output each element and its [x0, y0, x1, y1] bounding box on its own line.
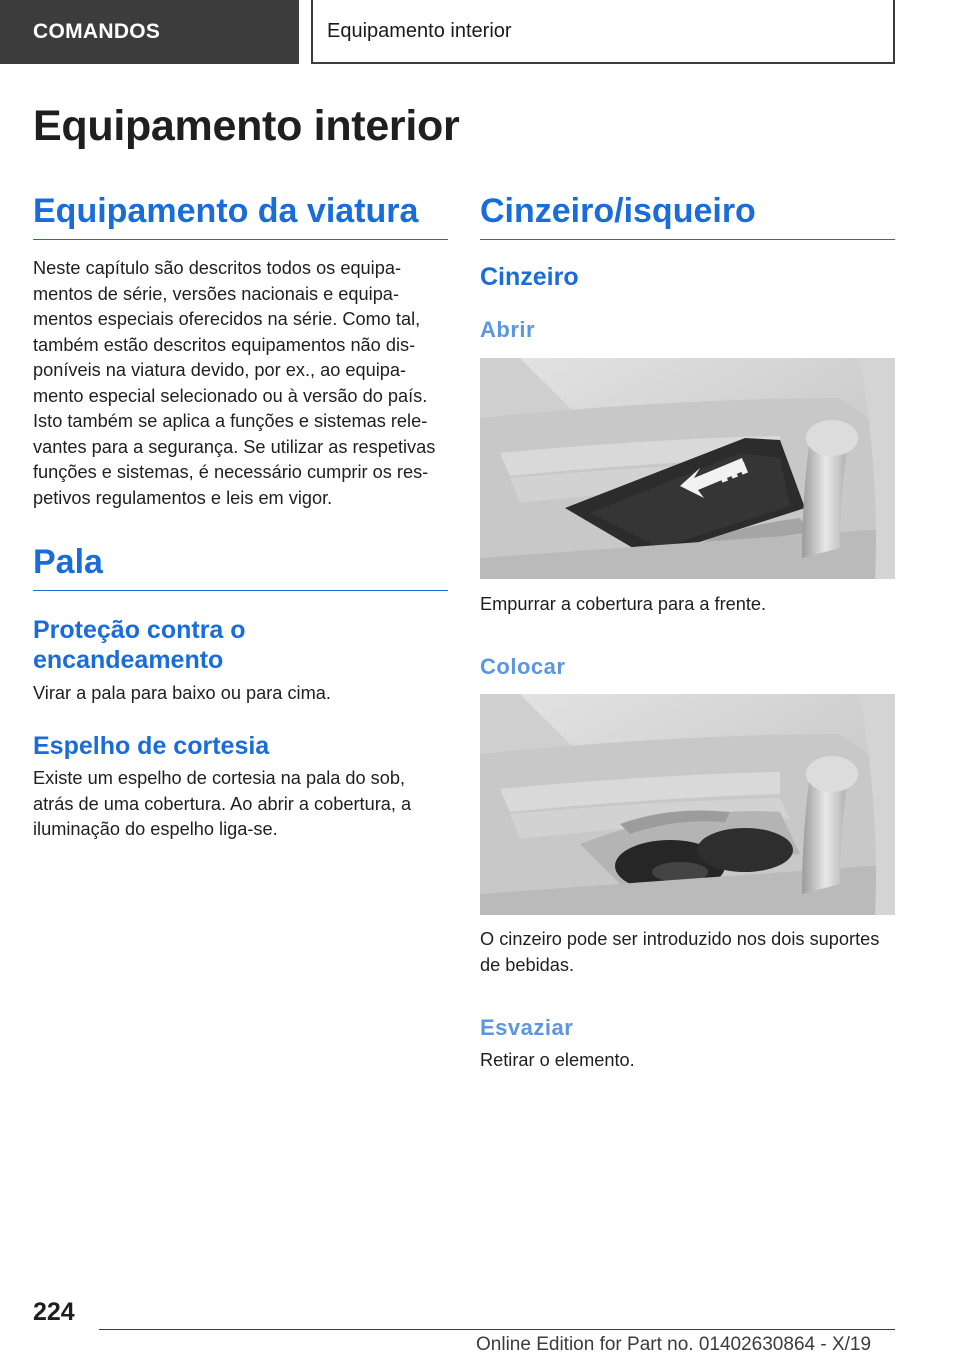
heading-abrir: Abrir [480, 317, 536, 342]
footer-edition: Online Edition for Part no. 01402630864 - X/19 [476, 1334, 872, 1355]
paragraph-esvaziar: Retirar o elemento. [480, 1050, 635, 1070]
page-number: 224 [33, 1298, 75, 1326]
heading-colocar: Colocar [480, 654, 566, 679]
heading-cinzeiro-isqueiro: Cinzeiro/isqueiro [480, 192, 895, 240]
heading-protecao: Proteção contra o encandeamento [33, 616, 246, 674]
ashtray-cupholder-illustration [480, 694, 895, 915]
paragraph-espelho: Existe um espelho de cortesia na pala do sob, atrás de uma cobertura. Ao abrir a cobertura, a iluminação do espelho liga-se. [33, 768, 412, 839]
caption-colocar: O cinzeiro pode ser introduzido nos dois suportes de bebidas. [480, 929, 880, 975]
heading-espelho: Espelho de cortesia [33, 732, 270, 760]
page-title: Equipamento interior [33, 102, 460, 150]
heading-cinzeiro: Cinzeiro [480, 263, 579, 291]
footer-divider [99, 1329, 895, 1330]
heading-pala: Pala [33, 543, 448, 591]
caption-abrir: Empurrar a cobertura para a frente. [480, 594, 767, 614]
ashtray-open-illustration [480, 358, 895, 579]
paragraph-protecao: Virar a pala para baixo ou para cima. [33, 683, 331, 703]
heading-esvaziar: Esvaziar [480, 1015, 574, 1040]
section-tab: COMANDOS [0, 0, 299, 64]
heading-equipamento-da-viatura: Equipamento da viatura [33, 192, 448, 240]
chapter-tab: Equipamento interior [311, 0, 895, 64]
paragraph-equipamento: Neste capítulo são descritos todos os equipamentos de série, versões nacionais e equipamentos especiais oferecidos na série. Como tal, também estão descritos equipamentos não disponíveis na viatura devido, por ex., ao equipamento especial selecionado ou à versão do país. Isto também se aplica a funções e sistemas relevantes para a segurança. Se utilizar as respetivas funções e sistemas, é necessário cumprir os respetivos regulamentos e leis em vigor. [33, 258, 436, 508]
